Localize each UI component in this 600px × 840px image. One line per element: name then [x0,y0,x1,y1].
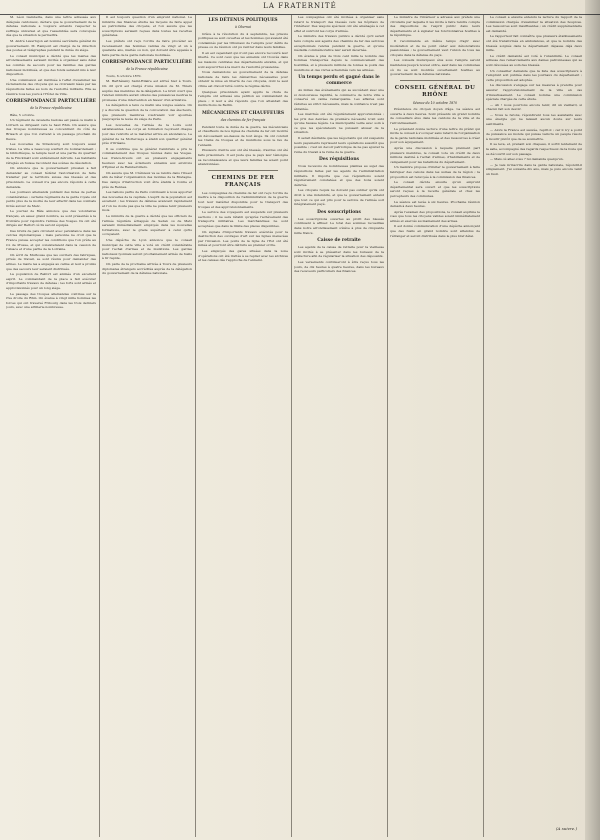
article-paragraph: Les agents de la caisse de retraite pour la vieillesse sont invités à se présenter dans les bureaux de la préfecture afin de régulariser la situation des déposants. [294,245,384,259]
article-paragraph: Les marchés ont été régulièrement approvisionnés ; les prix des denrées de première nécessité n'ont subi qu'une hausse légère. La municipalité veille avec soin à ce que les spéculateurs ne puissent abuser de la situation. [294,112,384,135]
section-subtitle: des chemins de fer français [220,118,266,122]
article-paragraph: — Nous le ferons, répondirent tous les assistants avec une énergie qui ne laissait aucun doute sur leurs sentiments. [486,112,582,127]
article-paragraph: Les compagnies de chemins de fer ont reçu l'ordre de mettre à la disposition de l'administration de la guerre tout leur matériel disponible pour le transport des troupes et des approvisionnements. [198,190,288,209]
article-paragraph: Le président donne lecture d'une lettre du préfet qui invite le conseil à s'occuper sans retard de l'organisation de la garde nationale mobilisée et des ressources à créer pour son équipement. [390,126,480,145]
article-paragraph: La délégation a tenu ce matin une longue séance. On y a discuté la question de la convocation des électeurs, que plusieurs membres voudraient voir ajournée jusqu'après la levée du siège de Paris. [102,103,192,122]
column-2 [102,15,192,837]
section-heading: Des réquisitions [318,157,360,163]
article-paragraph: Le ministre des travaux publics a décidé qu'il serait tenu compte aux agents des chemins de fer des services exceptionnels rendus pendant la guerre, et qu'une médaille commémorative leur serait décernée. [294,34,384,53]
article-paragraph: Il serait désirable que les négociants qui ont suspendu leurs payements reprissent leurs opérations aussitôt que possible ; c'est un devoir patriotique de ne pas ajouter la ruine du travail à la ruine de la guerre. [294,136,384,154]
article-paragraph: M. André Lavertujon est nommé secrétaire général du gouvernement. M. Rampont est chargé de la direction des postes et télégraphes pendant la durée du siège. [6,38,96,53]
article-paragraph: Il recommande en même temps d'agir avec modération et de ne point céder aux dénonciations passionnées ; le gouvernement veut l'union de tous les citoyens dans la défense du pays. [390,38,480,57]
section-heading: Des souscriptions [317,209,361,215]
article-paragraph: Le ministre de la guerre a décidé que les officiers de l'armée régulière échappés de Sedan ou de Metz seraient immédiatement employés dans les nouvelles formations, avec le grade supérieur à celui qu'ils occupaient. [102,214,192,237]
article-paragraph: Après une discussion à laquelle prennent part plusieurs membres, le conseil vote un crédit de deux millions destiné à l'achat d'armes, d'habillements et de campement pour les bataillons du département. [390,145,480,164]
article-paragraph: — Alors la France est sauvée, reprit-il ; car il n'y a point de puissance au monde qui puisse vaincre un peuple résolu à mourir plutôt que de se soumettre. [486,127,582,141]
article-paragraph: Tours, 6 octobre 1870. [106,73,142,78]
section-subtitle: de la France républicaine [126,67,168,72]
column-6 [486,15,582,837]
article-paragraph: Le conseil municipal a décidé que les maires des arrondissements seraient invités à organiser sans délai les comités de secours pour les familles des gardes nationaux mobilisés, et que des fonds seraient mis à leur disposition. [6,53,96,77]
article-paragraph: Les journaux allemands publient des listes de pertes considérables ; certains régiments de la garde royale ont perdu plus de la moitié de leur effectif dans les combats livrés autour de Metz. [6,190,96,208]
section-divider [208,170,278,171]
column-rule [387,15,388,837]
article-paragraph: Après l'examen des propositions, le conseil exprime le vœu que tous les citoyens valides soient immédiatement armés et exercés au maniement des armes. [390,209,480,223]
article-paragraph: Plusieurs d'entre eux ont été blessés, d'autres ont été faits prisonniers. Il est juste que le pays leur témoigne sa reconnaissance et que leurs familles ne soient point abandonnées. [198,148,288,167]
article-paragraph: Le ministre de l'intérieur a adressé aux préfets une circulaire par laquelle il les invite à faire rendre compte des dispositions de l'esprit public dans leurs départements et à signaler les fonctionnaires hostiles à la république. [390,15,480,38]
article-paragraph: Une dépêche de Lyon annonce que le conseil municipal de cette ville a voté un crédit considérable pour l'achat d'armes et de munitions. Les gardes nationaux lyonnais seront prochainement armés de fusils à tir rapide. [102,238,192,261]
section-heading: CHEMINS DE FER FRANÇAIS [211,174,275,188]
article-paragraph: Pendant toute la durée de la guerre, les mécaniciens et chauffeurs de nos lignes de chemins de fer ont montré un dévouement au-dessus de tout éloge. Ils ont conduit les trains de troupes et de munitions sous le feu de l'ennemi. [198,124,288,147]
article-paragraph: Bâle, 5 octobre. [10,112,35,117]
article-paragraph: Présidence du citoyen doyen d'âge. La séance est ouverte à deux heures. Sont présents un grand nombre de conseillers élus dans les cantons de la ville et de l'arrondissement. [390,107,480,125]
article-paragraph: Le conseil décide ensuite qu'un emprunt départemental sera ouvert et que les souscriptions seront reçues à la recette générale et chez les percepteurs des communes. [390,180,480,198]
article-paragraph: Les nouvelles de l'armée de la Loire sont satisfaisantes. Les corps en formation reçoivent chaque jour des renforts et le matériel arrive en abondance. Le général de La Motterouge a établi son quartier général près d'Orléans. [102,122,192,146]
column-4 [294,15,384,837]
section-heading: LES DÉTENUS POLITIQUES [208,18,278,23]
article-paragraph: Les employés des gares situées dans la zone d'opérations ont été invités à se replier avec les archives et les caisses dès l'approche de l'ennemi. [198,248,288,263]
article-paragraph: Un conseiller demande que la liste des souscripteurs à l'emprunt soit publiée dans les journaux du département ; cette proposition est adoptée. [486,68,582,82]
article-paragraph: La discussion s'engage sur les mesures à prendre pour assurer l'approvisionnement de la ville en cas d'investissement. Le conseil nomme une commission spéciale chargée de cette étude. [486,83,582,102]
section-heading: CONSEIL GÉNÉRAL DU RHÔNE [394,84,476,98]
article-paragraph: Grâce à la révolution du 4 septembre, les prisons politiques se sont ouvertes et les hommes qui avaient été condamnés par les tribunaux de l'empire pour délits de presse ou de réunion ont pu rentrer dans leurs familles. [198,31,288,50]
article-paragraph: Il se confirme que le général Cambriels a pris le commandement des troupes réunies dans les Vosges. Les francs-tireurs ont eu plusieurs engagements heureux avec les éclaireurs ennemis aux environs d'Épinal et de Rambervillers. [102,146,192,170]
article-paragraph: On écrit de Mulhouse que les ouvriers des fabriques, privés de travail, se sont réunis pour demander des armes. Le maire les a engagés au calme et leur a promis que des secours leur seraient distribués. [6,252,96,271]
article-paragraph: Le journal de Bâle annonce que des volontaires français, en assez grand nombre, se sont présentés à la frontière pour rejoindre l'armée des Vosges. Ils ont été dirigés sur Belfort où ils seront équipés. [6,209,96,228]
section-subtitle: de la France républicaine [30,106,72,111]
article-paragraph: M. Barthélemy Saint-Hilaire est arrivé hier à Tours. On dit qu'il est chargé d'une mission de M. Thiers auprès des membres de la délégation. Le bruit court que l'ancien ministre aurait obtenu des puissances neutres la promesse d'une intervention en faveur d'un armistice. [102,79,192,102]
article-paragraph: Un membre propose d'inviter le gouvernement à faire fabriquer des canons dans les usines de la région ; la proposition est renvoyée à la commission des finances. [390,165,480,179]
section-subtitle: à Obernai [235,25,251,29]
section-subtitle: Séance du 10 octobre 1870 [412,100,458,105]
article-paragraph: Une commission est instituée à l'effet d'examiner les réclamations des citoyens qui se croiraient lésés par les réquisitions faites au nom de l'autorité militaire. Elle se réunira tous les jours à l'Hôtel de Ville. [6,77,96,96]
article-paragraph: Les nouvelles de Strasbourg sont toujours aussi tristes. La ville a beaucoup souffert du bombardement ; la bibliothèque, le temple neuf et une partie du quartier de la Finckmatt sont entièrement détruits. Les habitants réfugiés en Suisse racontent des scènes de désolation. [6,142,96,165]
article-paragraph: Les ballons partis de Paris continuent à nous apporter des nouvelles de la capitale. L'esprit de la population est excellent ; les travaux de défense avancent rapidement et l'on ne doute pas que la ville ne puisse tenir plusieurs mois. [102,190,192,213]
article-paragraph: On annonce que le gouvernement prussien a fait demander au conseil fédéral l'autorisation de faire transiter par le territoire suisse des blessés et des prisonniers. Le conseil n'a pas encore répondu à cette demande. [6,166,96,189]
article-paragraph: Le rapporteur fait connaître que plusieurs établissements ont été transformés en ambulances, et que le nombre des blessés soignés dans le département dépasse déjà deux mille. [486,34,582,53]
article-paragraph: — Mais où allez-vous ? lui demanda quelqu'un. [490,157,564,162]
article-paragraph: Nous demandons au gouvernement de la défense nationale de faire les démarches nécessaires pour obtenir la mise en liberté de ces citoyens, dont le seul crime est d'avoir lutté contre le régime déchu. [198,70,288,89]
article-paragraph: Les compagnies ont été invitées à organiser sans retard le transport des blessés vers les hôpitaux de l'intérieur. Des wagons spéciaux ont été aménagés à cet effet et suivront les corps d'armée. [294,15,384,33]
masthead: LA FRATERNITÉ [0,0,600,15]
section-divider [400,80,470,81]
column-5 [390,15,480,837]
article-paragraph: Les préfets ont reçu l'ordre de faire procéder au recensement des hommes valides de vingt et un à quarante ans, mariés ou non, qui doivent être appelés à faire partie de la garde nationale mobilisée. [102,38,192,57]
continuation-note: (A suivre.) [556,826,577,831]
column-rule [291,15,292,837]
article-paragraph: Il est toujours question d'un emprunt national. Le ministre des finances étudie les moyens de faire appel au patriotisme des citoyens, et l'on assure que les souscriptions seraient reçues dans toutes les recettes générales. [102,15,192,38]
column-3 [198,15,288,837]
section-heading: CORRESPONDANCE PARTICULIÈRE [6,99,96,105]
article-paragraph: Il est donné communication d'une dépêche annonçant que des fusils en grand nombre sont attendus de l'étranger et seront distribués dans le plus bref délai. [390,224,480,238]
article-paragraph: On parle de la prochaine arrivée à Tours de plusieurs diplomates étrangers accrédités auprès de la délégation du gouvernement de la défense nationale. [102,262,192,276]
article-paragraph: Il se leva, et, prenant son chapeau, il sortit lentement de la salle, accompagné des regards respectueux de la foule qui se découvrit sur son passage. [486,142,582,156]
article-paragraph: Un régiment de cavalerie badoise est passé ce matin à Lörrach se dirigeant vers le haut Rhin. On assure que des troupes nombreuses se concentrent du côté de Brisach et que l'on s'attend à un passage prochain du fleuve. [6,118,96,141]
column-rule [99,15,100,837]
article-paragraph: Le passage des troupes allemandes continue sur la rive droite du Rhin. On évalue à vingt mille hommes les forces qui ont traversé Fribourg dans les trois derniers jours, avec une artillerie nombreuse. [6,291,96,310]
article-paragraph: On évalue à plus de trois cent mille le nombre des hommes transportés depuis le commencement des hostilités, et à plusieurs millions de tonnes le poids des munitions et des vivres acheminés vers les armées. [294,53,384,72]
article-paragraph: La séance est levée à six heures. Prochaine réunion demain à deux heures. [390,199,480,209]
section-heading: CORRESPONDANCE PARTICULIÈRE [102,60,192,66]
article-paragraph: Le crédit demandé est voté à l'unanimité. Le conseil adresse des remerciements aux dames patronnesses qui se sont dévouées au soin des blessés. [486,53,582,67]
column-rule [483,15,484,837]
article-paragraph: Il en est cependant qui n'ont pas encore recouvré leur liberté. Ce sont ceux que les ennemis ont trouvés dans les maisons centrales des départements envahis, et qui sont aujourd'hui à la merci de l'autorité prussienne. [198,50,288,69]
article-paragraph: Quelques prisonniers ayant appris la chute de l'empire ont adressé une pétition au commandant de place ; il leur a été répondu que l'on attendait des instructions de Berlin. [198,89,288,108]
article-paragraph: Les conseils municipaux élus sous l'empire seront maintenus jusqu'à nouvel ordre, sauf dans les communes où ils se sont montrés ouvertement hostiles au gouvernement de la défense nationale. [390,58,480,77]
article-paragraph: M. Léon Gambetta, dans une lettre adressée aux délégués cantonaux, déclare que le gouvernement de la défense nationale a toujours entendu respecter le suffrage universel et que l'assemblée sera convoquée dès que la situation le permettra. [6,15,96,38]
article-paragraph: Nous recevons de nombreuses plaintes au sujet des réquisitions faites par les agents de l'administration militaire. Il importe que ces réquisitions soient régulièrement constatées et que des bons soient délivrés. [294,164,384,187]
article-paragraph: — Ah ! nous pourrons encore tenir, dit un vieillard, si chacun fait son devoir. [486,102,582,112]
page-fold-shadow [585,0,600,840]
section-heading: MÉCANICIENS ET CHAUFFEURS [201,111,285,116]
article-paragraph: Au milieu des événements qui se succèdent avec une si douloureuse rapidité, le commerce de notre ville a conservé un calme remarquable. Les affaires sont réduites au strict nécessaire, mais la confiance n'est pas ébranlée. [294,88,384,111]
article-paragraph: Le service des voyageurs est suspendu sur plusieurs sections ; il ne sera rétabli qu'après l'achèvement des transports militaires. Les marchandises ne sont acceptées que dans la limite des places disponibles. [198,210,288,228]
article-paragraph: Le conseil a ensuite entendu la lecture du rapport de la commission chargée d'examiner la situation des hospices. Les ressources sont insuffisantes ; un crédit supplémentaire est demandé. [486,15,582,33]
section-heading: Caisse de retraite [317,238,361,244]
article-paragraph: On signale d'importants travaux exécutés pour la destruction des ouvrages d'art sur les lignes menacées par l'invasion. Les ponts de la ligne de l'Est ont été minés et pourront être détruits au premier ordre. [198,229,288,248]
article-paragraph: On assure que M. Crémieux va se rendre dans l'Ouest afin de hâter l'organisation des mobiles de la Bretagne. Des camps d'instruction vont être établis à Conlie et près de Rennes. [102,170,192,189]
column-rule [195,15,196,837]
article-paragraph: Les souscriptions ouvertes au profit des blessés continuent à affluer. Le total des sommes recueillies dans notre arrondissement s'élève à plus de cinquante mille francs. [294,216,384,235]
article-paragraph: Les citoyens requis ne doivent pas oublier qu'ils ont droit à une indemnité, et que le gouvernement entend que tout ce qui est pris pour le service de l'armée soit intégralement payé. [294,188,384,207]
article-paragraph: — Je vais m'inscrire dans la garde nationale, répondit-il simplement. J'ai soixante-dix ans, mais je puis encore tenir un fusil. [486,162,582,176]
article-paragraph: Des bruits de paix circulent avec persistance dans les cercles diplomatiques ; mais personne ne croit que la France puisse accepter les conditions que l'on prête au roi de Prusse, et qui consisteraient dans la cession de l'Alsace et d'une partie de la Lorraine. [6,228,96,252]
column-1 [6,15,96,837]
article-paragraph: Les versements continueront à être reçus tous les jours, de dix heures à quatre heures, dans les bureaux des receveurs particuliers des finances. [294,259,384,274]
section-heading: Un temps perdu et gagné dans le commerce [298,75,380,87]
article-paragraph: La population de Belfort est animée d'un excellent esprit. Le commandant de la place a fait exécuter d'importants travaux de défense ; les forts sont armés et approvisionnés pour un long siège. [6,272,96,290]
